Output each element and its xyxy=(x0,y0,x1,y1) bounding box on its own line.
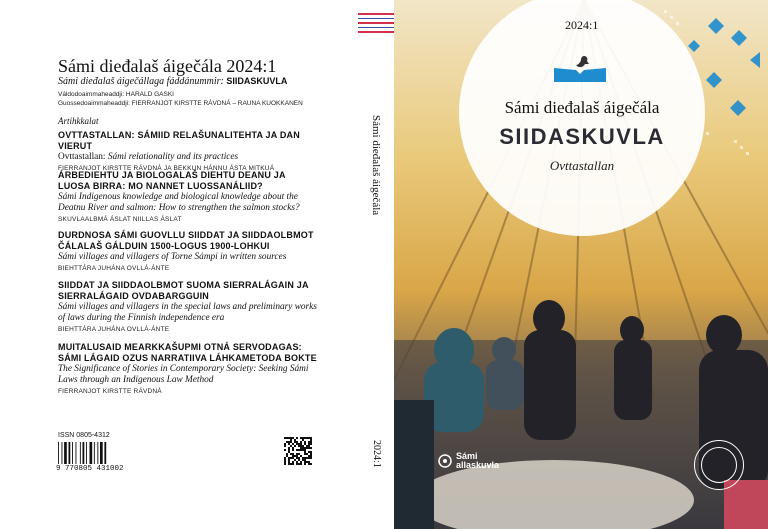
front-subtheme: Ovttastallan xyxy=(549,158,615,173)
article-title: OVTTASTALLAN: SÁMIID RELAŠUNALITEHTA JA DAN VIERUT xyxy=(58,130,300,151)
title-circle xyxy=(459,0,705,236)
article-authors: BIEHTTÁRA JUHÁNA OVLLÁ-ÁNTE xyxy=(58,265,170,272)
subtitle-prefix: Sámi dieđalaš áigečállaga fáddánummir: xyxy=(58,76,224,87)
article-title: ÁRBEDIEHTU JA BIOLOGALAŠ DIEHTU DEANU JA LUOSA BIRRA: MO NANNET LUOSSANÁLIID? xyxy=(58,170,286,191)
article-4 xyxy=(58,280,320,333)
spine-title xyxy=(369,115,383,225)
article-5 xyxy=(58,342,320,395)
spine-issue xyxy=(369,440,383,490)
article-authors: SKUVLAALBMÁ ÁSLAT NIILLAS ÁSLAT xyxy=(58,216,182,223)
sami-allaskuvla-logo-icon xyxy=(438,454,452,468)
spine-issue-text: 2024:1 xyxy=(371,440,382,468)
front-issue: 2024:1 xyxy=(565,18,599,32)
article-english: Sámi villages and villagers of Torne Sámpi in written sources xyxy=(58,252,287,262)
article-2 xyxy=(58,170,320,223)
barcode xyxy=(58,442,120,464)
bird-on-book-logo xyxy=(554,52,606,82)
university-seal xyxy=(694,440,744,490)
front-cover xyxy=(394,0,768,529)
publisher-line-1: Sámi xyxy=(456,451,478,461)
article-english: Sámi Indigenous knowledge and biological knowledge about the Deatnu River and salmon: How to strengthen the salmon stocks? xyxy=(58,192,300,213)
barcode-number: 9 770805 431002 xyxy=(56,465,124,473)
articles-heading: Artihkkalat xyxy=(58,116,99,126)
article-english-prefix: Ovttastallan: xyxy=(58,152,106,162)
front-theme: SIIDASKUVLA xyxy=(499,124,665,149)
guest-editors: Guossedoaimmaheaddji: FIERRANJOT KIRSTTE RÁVDNÁ – RAUNA KUOKKANEN xyxy=(58,100,303,107)
article-authors: BIEHTTÁRA JUHÁNA OVLLÁ-ÁNTE xyxy=(58,326,170,333)
article-3 xyxy=(58,230,320,272)
article-title: MUITALUSAID MEARKKAŠUPMI OTNÁ SERVODAGAS: SÁMI LÁGAID OZUS NARRATIIVA LÁHKAMETODA BOKTE xyxy=(58,342,317,363)
article-english: The Significance of Stories in Contemporary Society: Seeking Sámi Laws through an Indigenous Law Method xyxy=(58,364,309,385)
article-authors: FIERRANJOT KIRSTTE RÁVDNÁ xyxy=(58,388,162,395)
publisher-line-2: allaskuvla xyxy=(456,460,500,470)
back-cover xyxy=(0,0,358,529)
publisher-name xyxy=(456,452,499,470)
article-authors: FIERRANJOT KIRSTTE RÁVDNÁ JA BEKKUN HÁNNU ÁSTA MITKUÁ xyxy=(58,165,275,172)
issn-label: ISSN 0805-4312 xyxy=(58,432,110,439)
article-title: SIIDDAT JA SIIDDAOLBMOT SUOMA SIERRALÁGAIN JA SIERRALÁGAID OVDABARGGUIN xyxy=(58,280,309,301)
qr-code xyxy=(284,437,312,465)
spine-title-text: Sámi dieđalaš áigečála xyxy=(370,115,382,216)
seal-inner-ring xyxy=(701,447,737,483)
subtitle-theme: SIIDASKUVLA xyxy=(226,76,288,86)
article-english: Sámi villages and villagers in the special laws and preliminary works of laws during the Finnish independence era xyxy=(58,302,317,323)
article-english xyxy=(58,152,320,163)
article-title: DURDNOSA SÁMI GUOVLLU SIIDDAT JA SIIDDAOLBMOT ČÁLALAŠ GÁLDUIN 1500-LOGUS 1900-LOHKUI xyxy=(58,230,314,251)
journal-title: Sámi dieđalaš áigečála 2024:1 xyxy=(58,56,277,76)
article-1 xyxy=(58,130,320,172)
front-title: Sámi dieđalaš áigečála xyxy=(504,98,660,117)
editor-in-chief: Váldodoaimmaheaddji: HARALD GASKI xyxy=(58,91,174,98)
article-english-title: Sámi relationality and its practices xyxy=(107,152,239,162)
journal-subtitle xyxy=(58,76,287,87)
